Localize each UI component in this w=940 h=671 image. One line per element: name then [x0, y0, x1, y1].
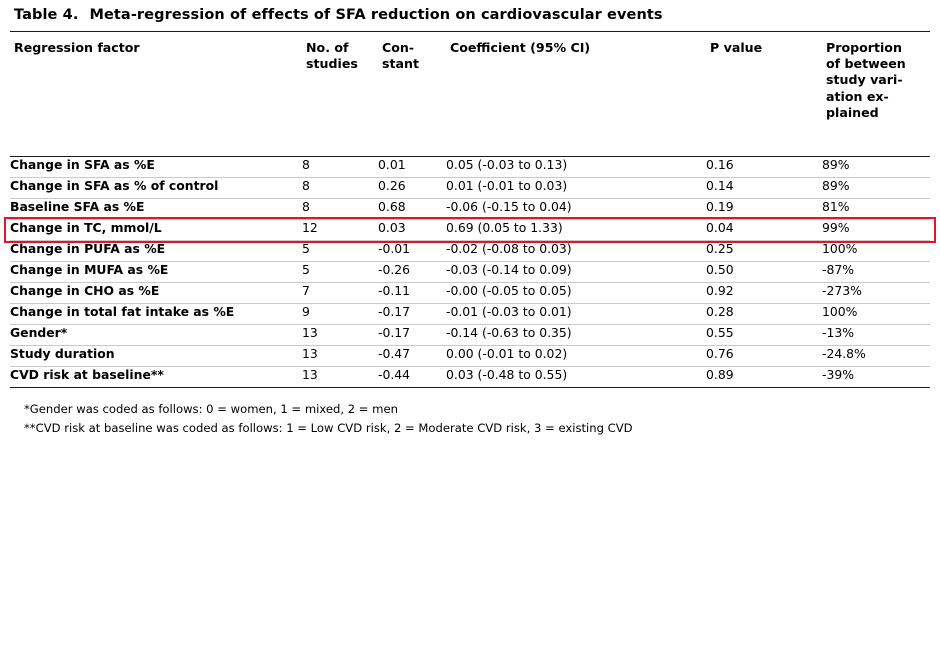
cell-no-of-studies: 13 — [302, 367, 378, 388]
column-header-text: P value — [710, 40, 763, 55]
table-row — [10, 178, 930, 199]
cell-constant: -0.44 — [378, 367, 446, 388]
cell-constant: 0.68 — [378, 199, 446, 220]
cell-proportion: -13% — [822, 325, 930, 346]
table-row — [10, 304, 930, 325]
table-header — [10, 32, 930, 157]
cell-proportion: 89% — [822, 178, 930, 199]
cell-proportion: -87% — [822, 262, 930, 283]
cell-no-of-studies: 8 — [302, 157, 378, 178]
cell-constant: 0.03 — [378, 220, 446, 241]
column-header-text: Coefficient (95% CI) — [450, 40, 591, 55]
cell-no-of-studies: 8 — [302, 199, 378, 220]
cell-regression-factor: Change in SFA as % of control — [10, 178, 302, 199]
column-header-text: No. of — [306, 40, 349, 55]
cell-regression-factor: Change in TC, mmol/L — [10, 220, 302, 241]
cell-proportion: 89% — [822, 157, 930, 178]
cell-regression-factor: Study duration — [10, 346, 302, 367]
cell-proportion: 100% — [822, 304, 930, 325]
table-row — [10, 199, 930, 220]
cell-no-of-studies: 7 — [302, 283, 378, 304]
cell-regression-factor: CVD risk at baseline** — [10, 367, 302, 388]
cell-p-value: 0.76 — [706, 346, 822, 367]
cell-proportion: 99% — [822, 220, 930, 241]
table-label: Table 4. — [14, 7, 79, 23]
cell-proportion: -24.8% — [822, 346, 930, 367]
column-header-coefficient — [446, 32, 706, 157]
cell-regression-factor: Change in SFA as %E — [10, 157, 302, 178]
cell-p-value: 0.14 — [706, 178, 822, 199]
cell-p-value: 0.92 — [706, 283, 822, 304]
cell-coefficient: 0.69 (0.05 to 1.33) — [446, 220, 706, 241]
table-row — [10, 157, 930, 178]
cell-coefficient: -0.03 (-0.14 to 0.09) — [446, 262, 706, 283]
column-header-text: Con- — [382, 40, 415, 55]
table-row — [10, 262, 930, 283]
column-header-text: Regression factor — [14, 40, 140, 55]
column-header-text: ation ex- — [826, 88, 889, 104]
cell-coefficient: -0.00 (-0.05 to 0.05) — [446, 283, 706, 304]
column-header-p-value — [706, 32, 822, 157]
cell-no-of-studies: 13 — [302, 325, 378, 346]
table-title — [10, 0, 930, 31]
table-row — [10, 346, 930, 367]
cell-proportion: -39% — [822, 367, 930, 388]
column-header-text: of between — [826, 56, 906, 72]
cell-no-of-studies: 5 — [302, 262, 378, 283]
table-body — [10, 157, 930, 388]
cell-coefficient: 0.01 (-0.01 to 0.03) — [446, 178, 706, 199]
column-header-text: studies — [306, 56, 358, 72]
column-header-regression-factor — [10, 32, 302, 157]
table-row-highlighted — [10, 220, 930, 241]
cell-coefficient: 0.03 (-0.48 to 0.55) — [446, 367, 706, 388]
footnote-cvd-risk: **CVD risk at baseline was coded as follows: 1 = Low CVD risk, 2 = Moderate CVD risk, 3 = existing CVD — [24, 421, 633, 435]
table-title-text: Meta-regression of effects of SFA reduction on cardiovascular events — [89, 7, 663, 23]
cell-no-of-studies: 12 — [302, 220, 378, 241]
column-header-text: stant — [382, 56, 420, 72]
cell-regression-factor: Change in total fat intake as %E — [10, 304, 302, 325]
cell-proportion: 81% — [822, 199, 930, 220]
cell-p-value: 0.16 — [706, 157, 822, 178]
cell-coefficient: 0.00 (-0.01 to 0.02) — [446, 346, 706, 367]
cell-p-value: 0.25 — [706, 241, 822, 262]
column-header-constant — [378, 32, 446, 157]
cell-proportion: 100% — [822, 241, 930, 262]
column-header-text: plained — [826, 104, 879, 120]
column-header-text: study vari- — [826, 72, 903, 88]
cell-no-of-studies: 5 — [302, 241, 378, 262]
cell-constant: 0.01 — [378, 157, 446, 178]
table-row — [10, 241, 930, 262]
cell-p-value: 0.50 — [706, 262, 822, 283]
meta-regression-table — [10, 31, 930, 388]
column-header-no-of-studies — [302, 32, 378, 157]
cell-regression-factor: Baseline SFA as %E — [10, 199, 302, 220]
cell-p-value: 0.19 — [706, 199, 822, 220]
cell-no-of-studies: 9 — [302, 304, 378, 325]
cell-constant: -0.17 — [378, 325, 446, 346]
cell-constant: -0.11 — [378, 283, 446, 304]
cell-coefficient: -0.02 (-0.08 to 0.03) — [446, 241, 706, 262]
table-row — [10, 283, 930, 304]
cell-regression-factor: Change in MUFA as %E — [10, 262, 302, 283]
cell-p-value: 0.89 — [706, 367, 822, 388]
cell-coefficient: -0.01 (-0.03 to 0.01) — [446, 304, 706, 325]
cell-regression-factor: Change in CHO as %E — [10, 283, 302, 304]
cell-p-value: 0.28 — [706, 304, 822, 325]
cell-constant: -0.17 — [378, 304, 446, 325]
cell-regression-factor: Gender* — [10, 325, 302, 346]
cell-regression-factor: Change in PUFA as %E — [10, 241, 302, 262]
cell-coefficient: -0.14 (-0.63 to 0.35) — [446, 325, 706, 346]
footnotes — [10, 388, 930, 438]
footnote-gender: *Gender was coded as follows: 0 = women, 1 = mixed, 2 = men — [24, 402, 398, 416]
table-row — [10, 367, 930, 388]
cell-constant: 0.26 — [378, 178, 446, 199]
cell-constant: -0.01 — [378, 241, 446, 262]
cell-constant: -0.47 — [378, 346, 446, 367]
cell-p-value: 0.55 — [706, 325, 822, 346]
cell-no-of-studies: 8 — [302, 178, 378, 199]
cell-coefficient: 0.05 (-0.03 to 0.13) — [446, 157, 706, 178]
table-row — [10, 325, 930, 346]
cell-constant: -0.26 — [378, 262, 446, 283]
cell-p-value: 0.04 — [706, 220, 822, 241]
column-header-text: Proportion — [826, 40, 902, 55]
cell-proportion: -273% — [822, 283, 930, 304]
column-header-proportion-explained — [822, 32, 930, 157]
cell-coefficient: -0.06 (-0.15 to 0.04) — [446, 199, 706, 220]
cell-no-of-studies: 13 — [302, 346, 378, 367]
